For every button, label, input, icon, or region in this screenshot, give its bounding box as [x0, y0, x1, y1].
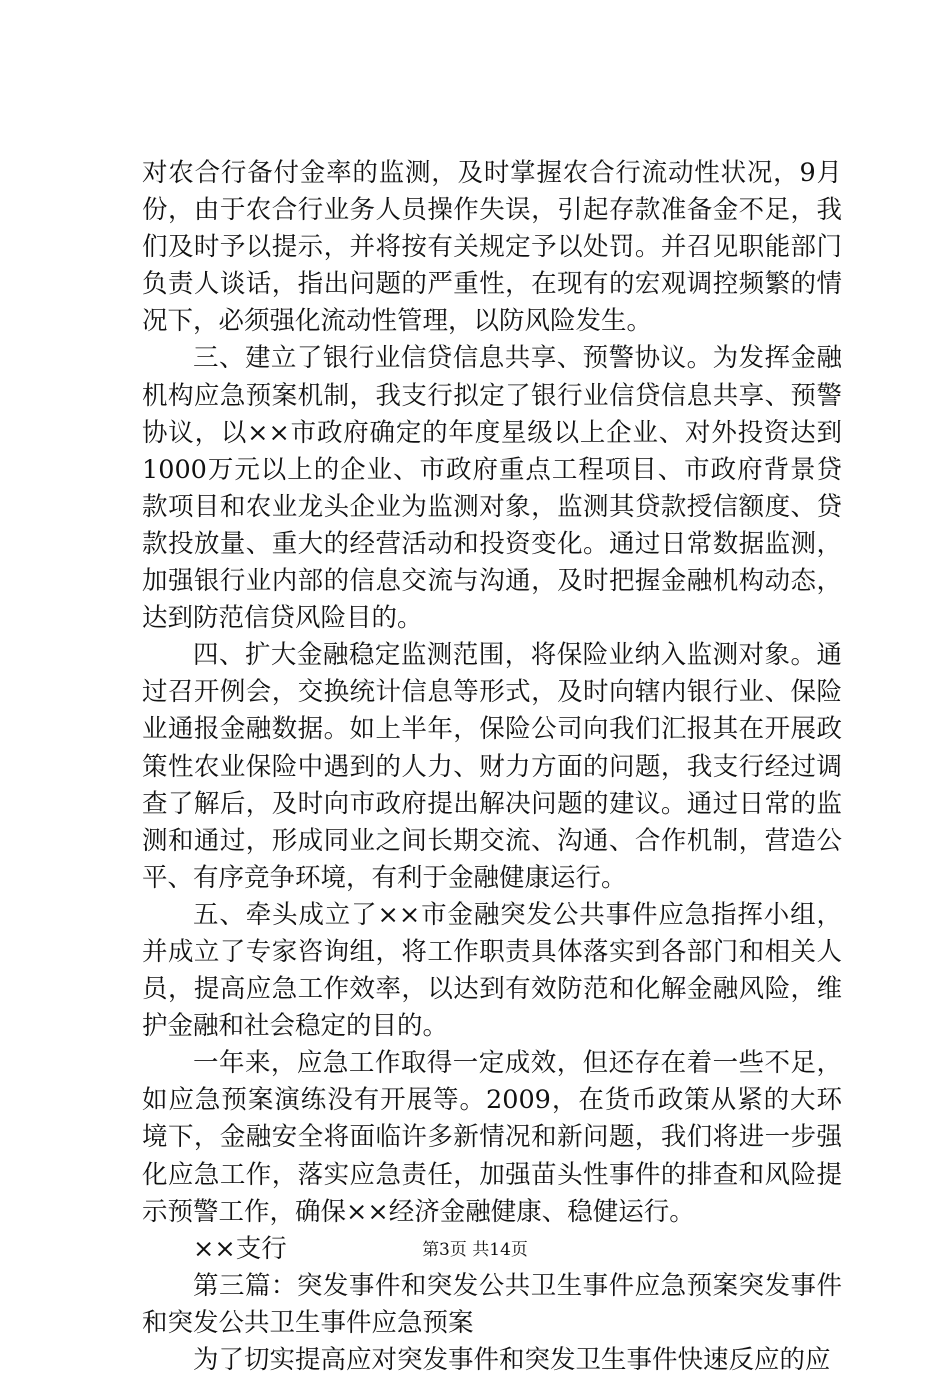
document-body — [142, 155, 842, 1379]
page-footer: 第3页 共14页 — [422, 1240, 528, 1260]
paragraph-continuation: 对农合行备付金率的监测，及时掌握农合行流动性状况，9月份，由于农合行业务人员操作失误，引起存款准备金不足，我们及时予以提示，并将按有关规定予以处罚。并召见职能部门负责人谈话，指出问题的严重性，在现有的宏观调控频繁的情况下，必须强化流动性管理，以防风险发生。 — [142, 158, 842, 337]
paragraph-section-five: 五、牵头成立了××市金融突发公共事件应急指挥小组，并成立了专家咨询组，将工作职责具体落实到各部门和相关人员，提高应急工作效率，以达到有效防范和化解金融风险，维护金融和社会稳定的目的。 — [142, 899, 842, 1042]
chapter-heading: 第三篇：突发事件和突发公共卫生事件应急预案突发事件和突发公共卫生事件应急预案 — [142, 1270, 842, 1338]
paragraph-summary: 一年来，应急工作取得一定成效，但还存在着一些不足，如应急预案演练没有开展等。2009，在货币政策从紧的大环境下，金融安全将面临许多新情况和新问题，我们将进一步强化应急工作，落实应急责任，加强苗头性事件的排查和风险提示预警工作，确保××经济金融健康、稳健运行。 — [142, 1048, 842, 1227]
paragraph-section-three: 三、建立了银行业信贷信息共享、预警协议。为发挥金融机构应急预案机制，我支行拟定了银行业信贷信息共享、预警协议，以××市政府确定的年度星级以上企业、对外投资达到1000万元以上的企业、市政府重点工程项目、市政府背景贷款项目和农业龙头企业为监测对象，监测其贷款授信额度、贷款投放量、重大的经营活动和投资变化。通过日常数据监测，加强银行业内部的信息交流与沟通，及时把握金融机构动态，达到防范信贷风险目的。 — [142, 343, 842, 634]
paragraph-section-four: 四、扩大金融稳定监测范围，将保险业纳入监测对象。通过召开例会，交换统计信息等形式，及时向辖内银行业、保险业通报金融数据。如上半年，保险公司向我们汇报其在开展政策性农业保险中遇到的人力、财力方面的问题，我支行经过调查了解后，及时向市政府提出解决问题的建议。通过日常的监测和通过，形成同业之间长期交流、沟通、合作机制，营造公平、有序竞争环境，有利于金融健康运行。 — [142, 640, 842, 893]
signature-branch: ××支行 — [193, 1233, 287, 1264]
paragraph-intro: 为了切实提高应对突发事件和突发卫生事件快速反应的应 — [193, 1345, 831, 1375]
